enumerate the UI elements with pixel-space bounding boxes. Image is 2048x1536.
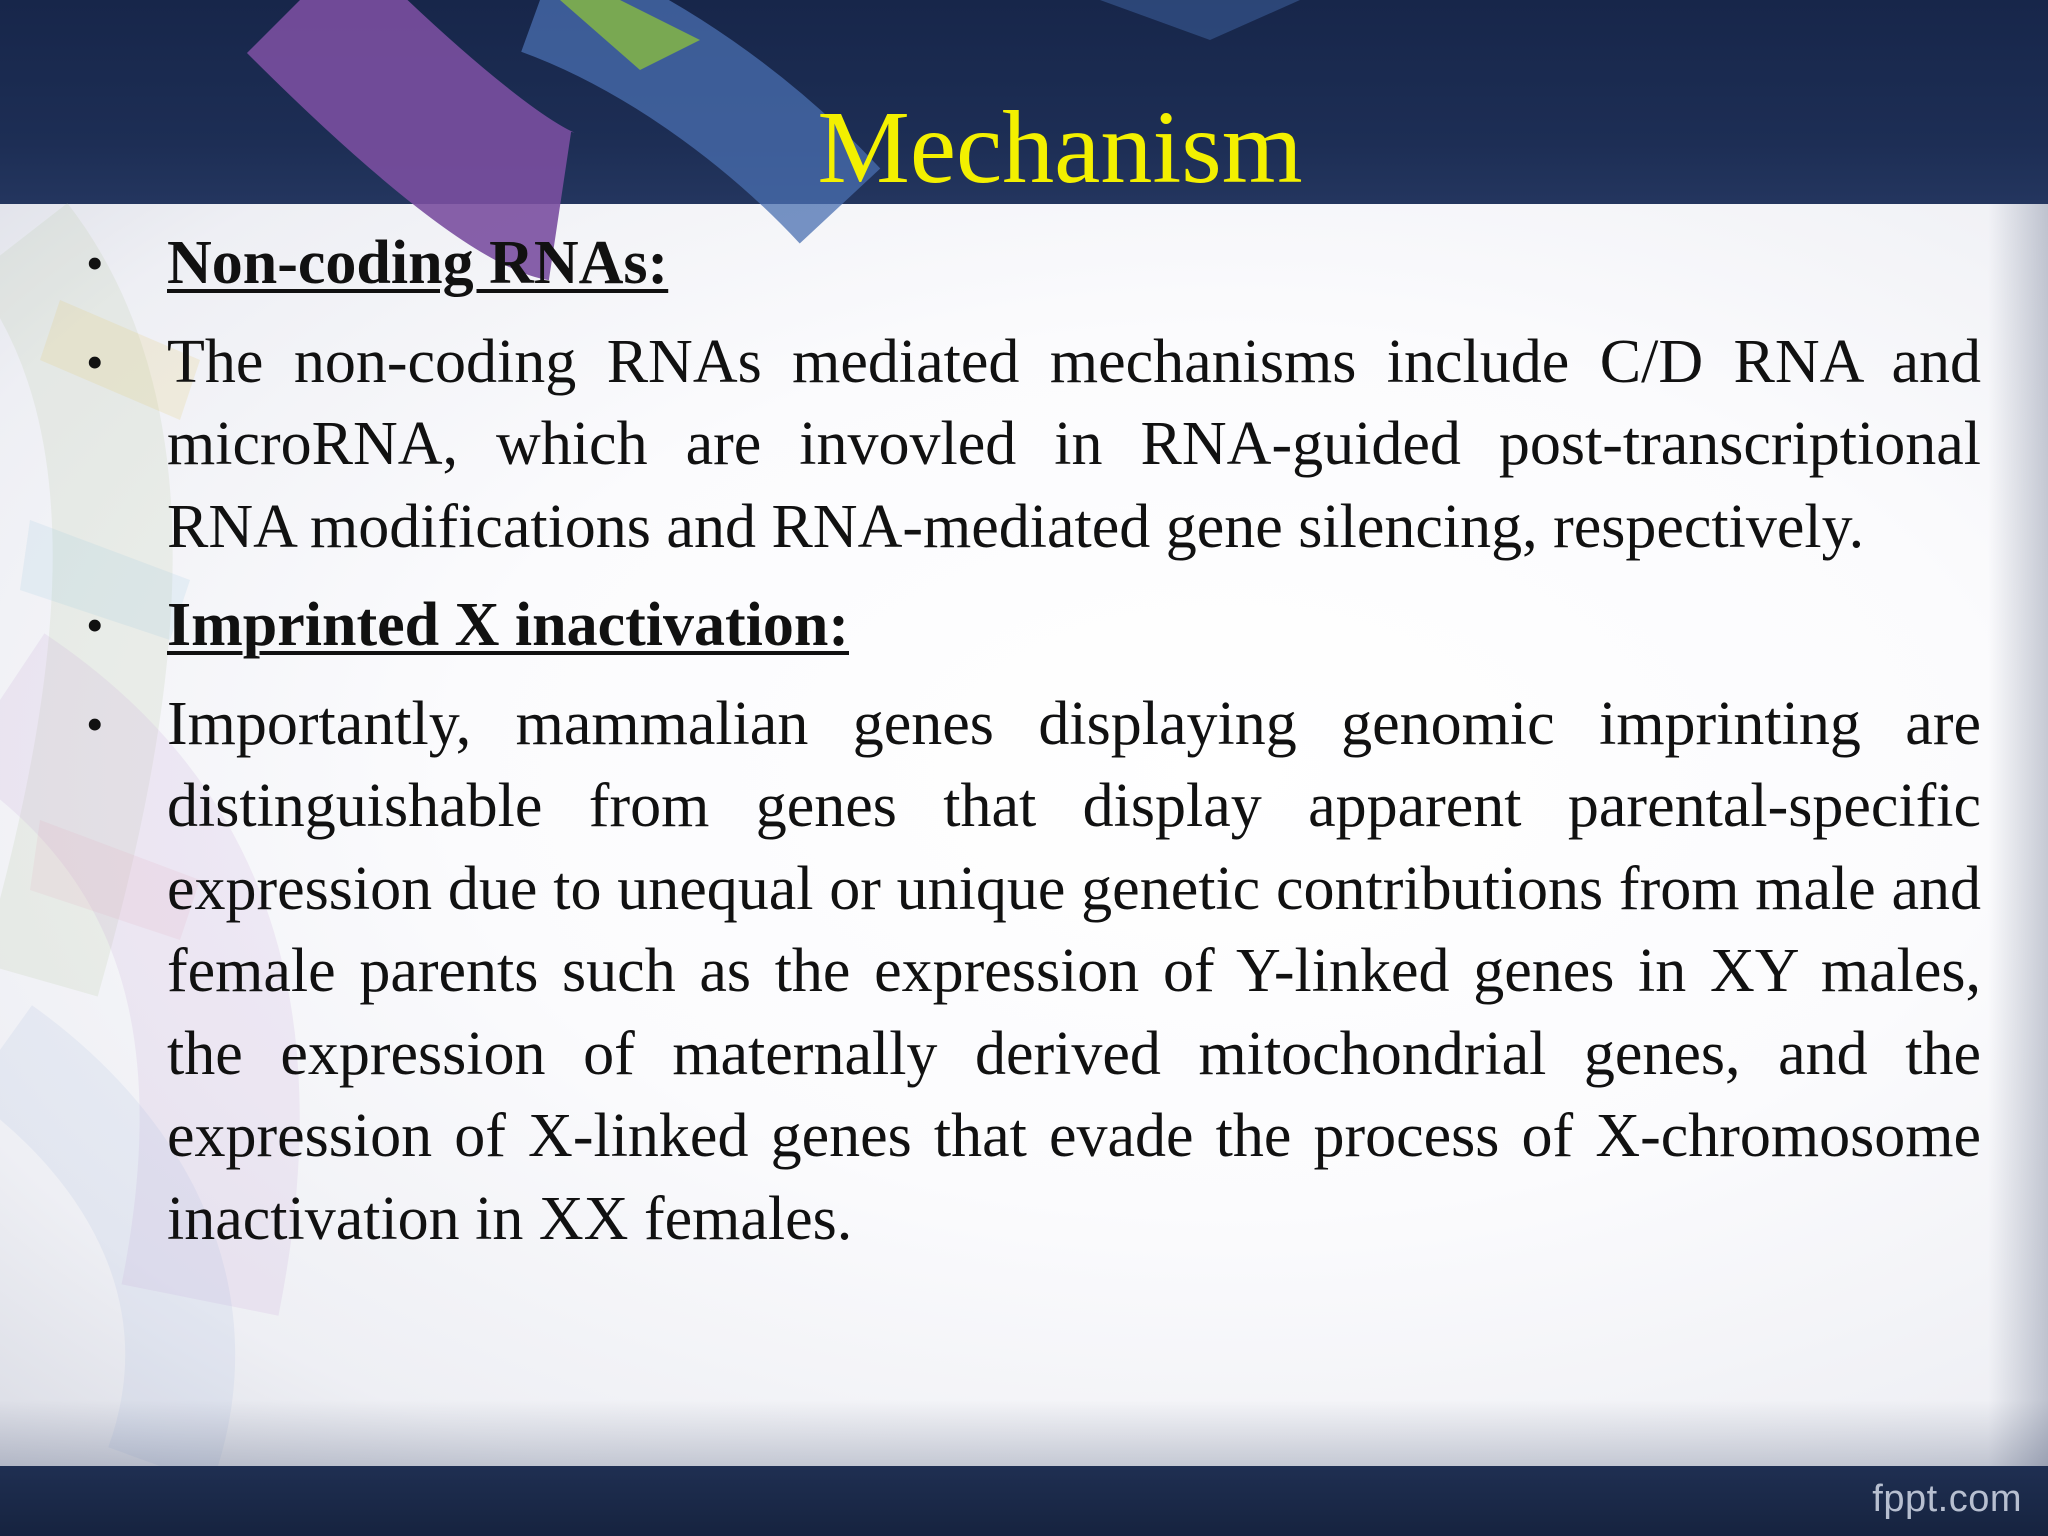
bullet-icon: • (86, 235, 104, 291)
slide-title: Mechanism (817, 90, 1303, 205)
bullet-icon: • (86, 333, 104, 390)
paragraph-noncoding-rnas: The non-coding RNAs mediated mechanisms include C/D RNA and microRNA, which are invovled in RNA-guided post-transcriptional RNA modifications and RNA-mediated gene silencing, respectively. (167, 327, 1981, 561)
paragraph-imprinted-x: Importantly, mammalian genes displaying genomic imprinting are distinguishable from genes that display apparent parental-specific expression due to unequal or unique genetic contributions from male and female parents such as the expression of Y-linked genes in XY males, the expression of maternally derived mitochondrial genes, and the expression of X-linked genes that evade the process of X-chromosome inactivation in XX females. (167, 689, 1981, 1253)
panel-shade-bottom (0, 1400, 2048, 1466)
bullet-icon: • (86, 597, 104, 653)
bullet-item-heading (86, 584, 1981, 667)
watermark: fppt.com (1872, 1478, 2022, 1520)
bullet-item-paragraph (86, 321, 1981, 569)
bottom-band (0, 1466, 2048, 1536)
bullet-item-paragraph (86, 683, 1981, 1261)
panel-shade-right (1988, 204, 2048, 1466)
section-heading-imprinted-x: Imprinted X inactivation: (167, 591, 849, 659)
bullet-icon: • (86, 695, 104, 752)
bullet-list (86, 222, 1981, 1276)
section-heading-noncoding-rnas: Non-coding RNAs: (167, 229, 669, 297)
bullet-item-heading (86, 222, 1981, 305)
